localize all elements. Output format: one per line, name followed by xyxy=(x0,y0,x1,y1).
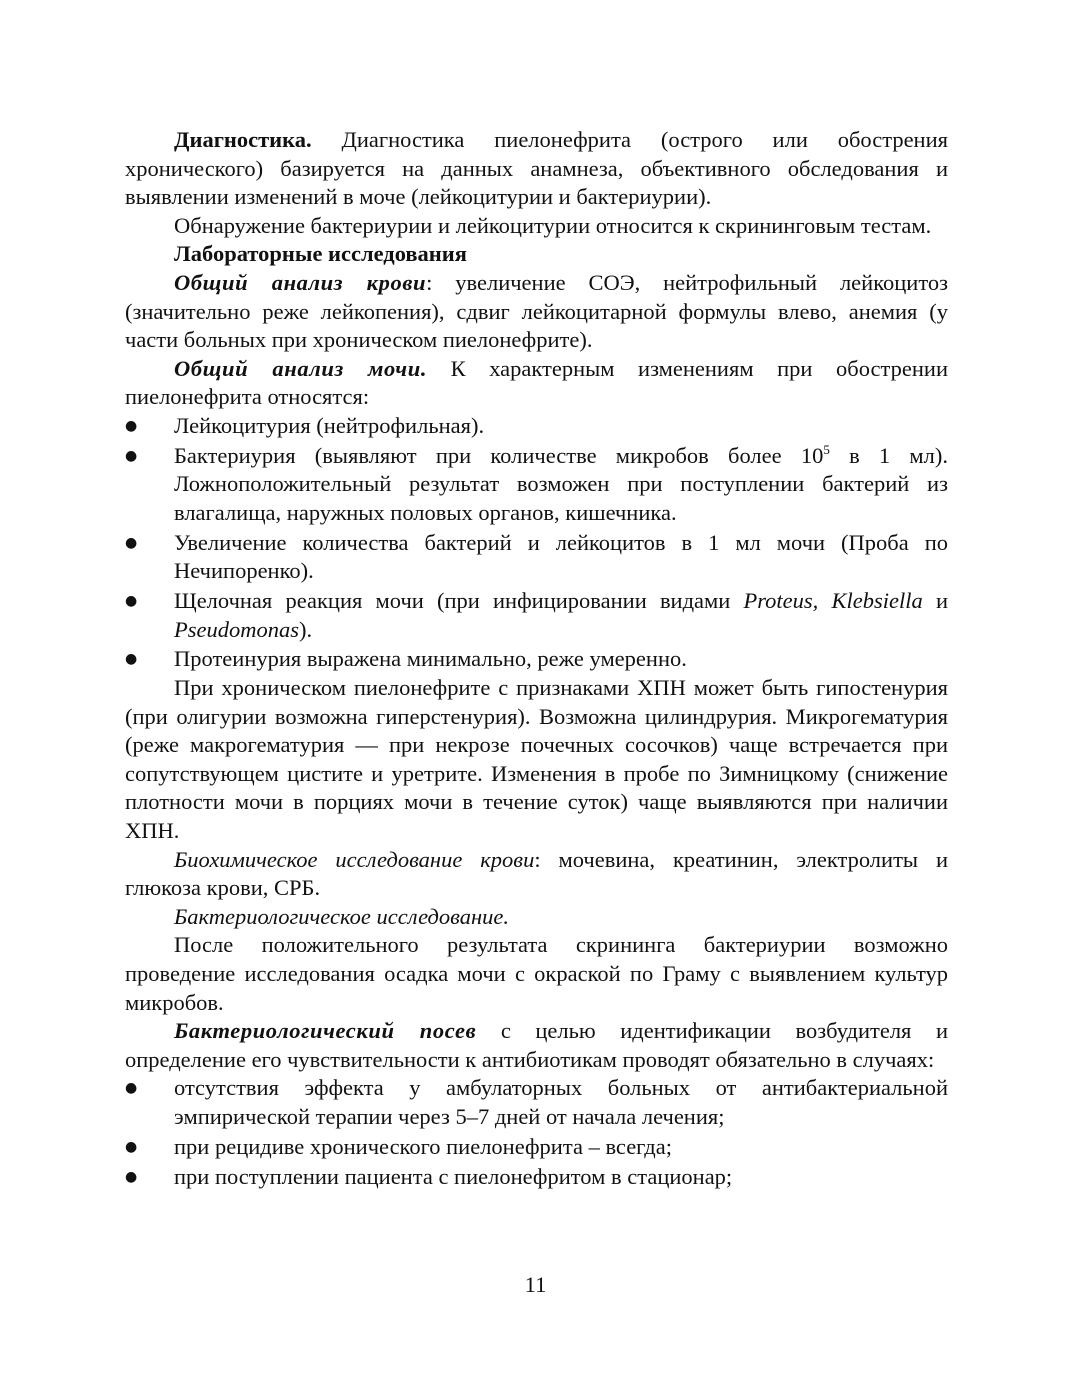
list-item xyxy=(125,1133,948,1162)
list-item xyxy=(125,442,948,528)
list-item-text: и xyxy=(922,588,948,614)
gram-paragraph: После положительного результата скрининга бактериурии возможно проведение исследования осадка мочи с окраской по Граму с выявлением культур микробов. xyxy=(125,932,948,1015)
diagnostics-heading: Диагностика. xyxy=(174,127,312,152)
blood-analysis-heading: Общий анализ крови xyxy=(174,269,427,295)
bullet-icon xyxy=(125,442,149,471)
page-body xyxy=(125,126,948,1191)
culture-text: с целью идентификации возбудителя и определение его чувствительности к антибиотикам проводят обязательно в случаях: xyxy=(125,1018,948,1072)
list-item-text: отсутствия эффекта у амбулаторных больных от антибактериальной эмпирической терапии через 5–7 дней от начала лечения; xyxy=(174,1075,948,1129)
list-item-text: Щелочная реакция мочи (при инфицировании видами xyxy=(174,588,744,614)
screening-paragraph: Обнаружение бактериурии и лейкоцитурии относится к скрининговым тестам. xyxy=(174,212,932,238)
bullet-icon xyxy=(125,412,149,441)
bullet-icon xyxy=(125,645,149,674)
list-item-text: Протеинурия выражена минимально, реже умеренно. xyxy=(174,646,687,672)
list-item-text: в 1 мл). Ложноположительный результат возможен при поступлении бактерий из влагалища, наружных половых органов, кишечника. xyxy=(174,442,948,525)
culture-cases-list xyxy=(125,1074,948,1191)
list-item-text: Увеличение количества бактерий и лейкоцитов в 1 мл мочи (Проба по Нечипоренко). xyxy=(174,529,948,584)
list-item-text: при поступлении пациента с пиелонефритом в стационар; xyxy=(174,1163,733,1189)
species-names: Pseudomonas xyxy=(174,616,299,642)
bullet-icon xyxy=(125,529,149,558)
list-item xyxy=(125,412,948,441)
biochem-paragraph xyxy=(125,846,948,903)
lab-heading: Лабораторные исследования xyxy=(174,241,467,267)
blood-analysis-text: : увеличение СОЭ, нейтрофильный лейкоцитоз (значительно реже лейкопения), сдвиг лейкоцитарной формулы влево, анемия (у части больных при хроническом пиелонефрите). xyxy=(125,269,948,353)
diagnostics-paragraph xyxy=(125,126,948,212)
list-item-text: ). xyxy=(299,616,313,642)
bullet-icon xyxy=(125,1163,149,1192)
blood-analysis-paragraph xyxy=(125,269,948,355)
diagnostics-text: Диагностика пиелонефрита (острого или обострения хронического) базируется на данных анамнеза, объективного обследования и выявлении изменений в моче (лейкоцитурии и бактериурии). xyxy=(125,127,948,210)
biochem-text: : мочевина, креатинин, электролиты и глюкоза крови, СРБ. xyxy=(125,846,949,901)
bullet-icon xyxy=(125,1074,149,1103)
list-item-text: при рецидиве хронического пиелонефрита – всегда; xyxy=(174,1133,672,1159)
culture-heading: Бактериологический посев xyxy=(174,1018,477,1044)
page-number: 11 xyxy=(524,1272,547,1297)
urine-analysis-heading: Общий анализ мочи. xyxy=(174,355,428,381)
bacterio-heading: Бактериологическое исследование. xyxy=(174,903,510,929)
list-item xyxy=(125,587,948,644)
urine-analysis-paragraph xyxy=(125,355,948,412)
list-item xyxy=(125,645,948,674)
bullet-icon xyxy=(125,587,149,616)
culture-paragraph xyxy=(125,1017,948,1074)
list-item-text: Лейкоцитурия (нейтрофильная). xyxy=(174,412,485,438)
list-item xyxy=(125,529,948,586)
chronic-paragraph: При хроническом пиелонефрите с признаками ХПН может быть гипостенурия (при олигурии возможна гиперстенурия). Возможна цилиндрурия. Микрогематурия (реже макрогематурия — при некрозе почечных сосочков) чаще встречается при сопутствующем цистите и уретрите. Изменения в пробе по Зимницкому (снижение плотности мочи в порциях мочи в течение суток) чаще выявляются при наличии ХПН. xyxy=(125,675,948,843)
species-names: Proteus, Klebsiella xyxy=(743,588,923,614)
list-item-text: Бактериурия (выявляют при количестве микробов более 10 xyxy=(174,442,824,468)
exponent: 5 xyxy=(823,441,830,457)
biochem-heading: Биохимическое исследование крови xyxy=(174,846,535,872)
bullet-icon xyxy=(125,1133,149,1162)
urine-findings-list xyxy=(125,412,948,674)
list-item xyxy=(125,1163,948,1192)
list-item xyxy=(125,1074,948,1131)
urine-analysis-text: К характерным изменениям при обострении пиелонефрита относятся: xyxy=(125,355,948,410)
